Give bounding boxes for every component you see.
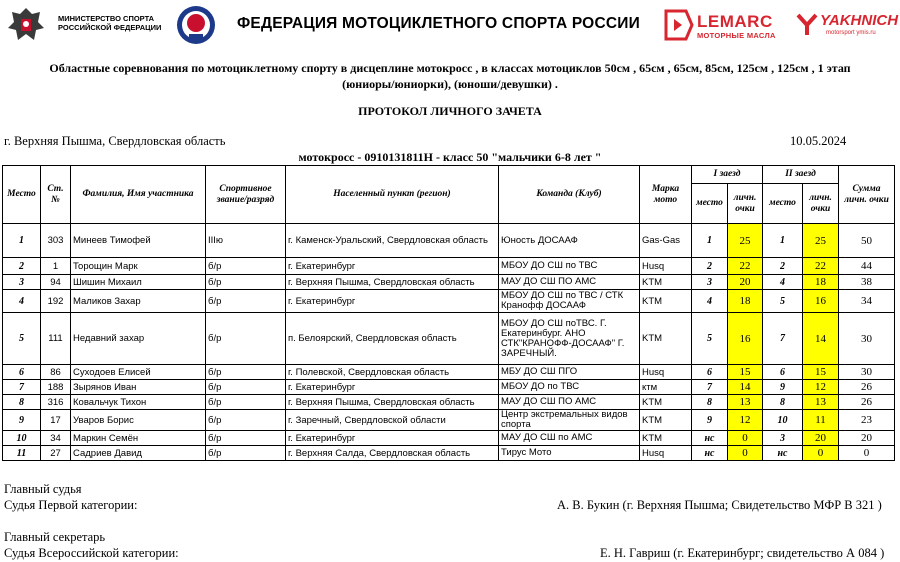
yakhnich-logo-icon — [796, 11, 818, 37]
row-name: Шишин Михаил — [71, 275, 206, 290]
row-total: 26 — [839, 395, 895, 410]
row-team: МБОУ ДО СШ поТВС. Г. Екатеринбург. АНО СТК"КРАНОФФ-ДОСААФ" Г. ЗАРЕЧНЫЙ. — [499, 313, 640, 365]
col-city: Населенный пункт (регион) — [286, 166, 499, 224]
row-race2-pos: 8 — [763, 395, 803, 410]
row-race2-pos: 5 — [763, 290, 803, 313]
mfr-logo-icon — [176, 4, 216, 46]
row-total: 26 — [839, 380, 895, 395]
row-bike: KTM — [640, 275, 692, 290]
col-race1-points: личн. очки — [728, 184, 763, 224]
row-race1-pos: нс — [692, 446, 728, 461]
row-place: 7 — [3, 380, 41, 395]
row-rank: б/р — [206, 275, 286, 290]
row-start-no: 192 — [41, 290, 71, 313]
row-race2-pos: 1 — [763, 224, 803, 258]
row-team: МАУ ДО СШ по АМС — [499, 431, 640, 446]
row-race1-points: 12 — [728, 410, 763, 431]
event-location: г. Верхняя Пышма, Свердловская область — [4, 134, 226, 148]
row-team: МАУ ДО СШ ПО АМС — [499, 395, 640, 410]
row-city: г. Екатеринбург — [286, 431, 499, 446]
row-city: г. Екатеринбург — [286, 380, 499, 395]
row-start-no: 17 — [41, 410, 71, 431]
row-rank: б/р — [206, 446, 286, 461]
row-race2-points: 14 — [803, 313, 839, 365]
col-race1: I заезд — [692, 166, 763, 184]
table-row — [3, 380, 895, 395]
row-race1-pos: 9 — [692, 410, 728, 431]
table-row — [3, 258, 895, 275]
judge-name: А. В. Букин (г. Верхняя Пышма; Свидетельство МФР В 321 ) — [557, 498, 882, 512]
class-line: мотокросс - 0910131811Н - класс 50 "мальчики 6-8 лет " — [298, 150, 602, 164]
row-race2-pos: 4 — [763, 275, 803, 290]
results-table — [2, 165, 895, 461]
row-team: Центр экстремальных видов спорта — [499, 410, 640, 431]
row-race1-pos: 5 — [692, 313, 728, 365]
row-name: Уваров Борис — [71, 410, 206, 431]
row-start-no: 188 — [41, 380, 71, 395]
row-rank: IIIю — [206, 224, 286, 258]
row-race2-points: 20 — [803, 431, 839, 446]
row-start-no: 111 — [41, 313, 71, 365]
row-total: 50 — [839, 224, 895, 258]
col-name: Фамилия, Имя участника — [71, 166, 206, 224]
row-race2-pos: нс — [763, 446, 803, 461]
ministry-emblem-icon — [6, 4, 46, 46]
row-start-no: 316 — [41, 395, 71, 410]
row-rank: б/р — [206, 365, 286, 380]
row-rank: б/р — [206, 395, 286, 410]
row-place: 4 — [3, 290, 41, 313]
row-total: 20 — [839, 431, 895, 446]
judge-title: Главный судья — [4, 482, 82, 496]
event-title-line1: Областные соревнования по мотоциклетному спорту в дисцеплине мотокросс , в классах мотоциклов 50см , 65см , 65см, 85см, 125см , 125см , 1 этап — [49, 61, 851, 75]
yakhnich-brand: YAKHNICH — [820, 12, 899, 29]
row-bike: KTM — [640, 395, 692, 410]
row-team: МБОУ ДО СШ по ТВС — [499, 258, 640, 275]
row-race2-points: 18 — [803, 275, 839, 290]
col-place: Место — [3, 166, 41, 224]
row-city: г. Верхняя Салда, Свердловская область — [286, 446, 499, 461]
event-title — [0, 60, 900, 92]
row-race2-points: 0 — [803, 446, 839, 461]
row-place: 2 — [3, 258, 41, 275]
col-bike: Марка мото — [640, 166, 692, 224]
col-race2-pos: место — [763, 184, 803, 224]
row-team: Тирус Мото — [499, 446, 640, 461]
row-city: п. Белоярский, Свердловская область — [286, 313, 499, 365]
col-race1-pos: место — [692, 184, 728, 224]
table-row — [3, 365, 895, 380]
event-date: 10.05.2024 — [790, 134, 847, 148]
row-race1-points: 18 — [728, 290, 763, 313]
table-row — [3, 395, 895, 410]
row-name: Ковальчук Тихон — [71, 395, 206, 410]
row-team: МАУ ДО СШ ПО АМС — [499, 275, 640, 290]
row-name: Суходоев Елисей — [71, 365, 206, 380]
row-race1-points: 22 — [728, 258, 763, 275]
row-race2-points: 22 — [803, 258, 839, 275]
yakhnich-tagline: motorsport ymis.ru — [826, 30, 876, 36]
row-place: 8 — [3, 395, 41, 410]
row-race1-pos: 8 — [692, 395, 728, 410]
row-race1-pos: 3 — [692, 275, 728, 290]
row-race1-pos: 2 — [692, 258, 728, 275]
row-name: Торощин Марк — [71, 258, 206, 275]
row-race2-points: 12 — [803, 380, 839, 395]
row-name: Недавний захар — [71, 313, 206, 365]
row-race2-pos: 3 — [763, 431, 803, 446]
row-rank: б/р — [206, 290, 286, 313]
table-row — [3, 446, 895, 461]
row-race2-pos: 2 — [763, 258, 803, 275]
lemarc-tagline: МОТОРНЫЕ МАСЛА — [697, 31, 776, 40]
row-race1-points: 25 — [728, 224, 763, 258]
row-race1-pos: нс — [692, 431, 728, 446]
table-row — [3, 224, 895, 258]
row-city: г. Верхняя Пышма, Свердловская область — [286, 275, 499, 290]
row-city: г. Полевской, Свердловская область — [286, 365, 499, 380]
row-name: Зырянов Иван — [71, 380, 206, 395]
row-race2-pos: 6 — [763, 365, 803, 380]
row-race1-pos: 6 — [692, 365, 728, 380]
row-rank: б/р — [206, 410, 286, 431]
secretary-title: Главный секретарь — [4, 530, 106, 544]
row-race2-points: 25 — [803, 224, 839, 258]
row-race1-points: 20 — [728, 275, 763, 290]
col-team: Команда (Клуб) — [499, 166, 640, 224]
lemarc-brand: LEMARC — [697, 12, 773, 31]
row-race2-points: 15 — [803, 365, 839, 380]
row-place: 9 — [3, 410, 41, 431]
row-city: г. Каменск-Уральский, Свердловская область — [286, 224, 499, 258]
row-bike: Gas-Gas — [640, 224, 692, 258]
row-place: 5 — [3, 313, 41, 365]
row-place: 3 — [3, 275, 41, 290]
row-bike: KTM — [640, 313, 692, 365]
row-race2-points: 16 — [803, 290, 839, 313]
row-bike: Husq — [640, 365, 692, 380]
row-name: Садриев Давид — [71, 446, 206, 461]
row-race2-points: 11 — [803, 410, 839, 431]
row-race1-points: 0 — [728, 446, 763, 461]
row-race1-points: 13 — [728, 395, 763, 410]
row-total: 30 — [839, 313, 895, 365]
row-city: г. Верхняя Пышма, Свердловская область — [286, 395, 499, 410]
row-city: г. Заречный, Свердловской области — [286, 410, 499, 431]
col-total: Сумма личн. очки — [839, 166, 895, 224]
row-city: г. Екатеринбург — [286, 258, 499, 275]
row-race1-pos: 1 — [692, 224, 728, 258]
row-race2-points: 13 — [803, 395, 839, 410]
row-name: Маркин Семён — [71, 431, 206, 446]
row-race1-points: 16 — [728, 313, 763, 365]
col-rank: Спортивное звание/разряд — [206, 166, 286, 224]
row-team: Юность ДОСААФ — [499, 224, 640, 258]
row-bike: Husq — [640, 446, 692, 461]
page-header — [0, 0, 900, 52]
lemarc-logo-icon — [664, 9, 694, 41]
row-place: 6 — [3, 365, 41, 380]
judge-category: Судья Первой категории: — [4, 498, 138, 512]
row-total: 23 — [839, 410, 895, 431]
row-race2-pos: 9 — [763, 380, 803, 395]
event-title-line2: (юниоры/юниорки), (юноши/девушки) . — [342, 77, 558, 91]
protocol-title: ПРОТОКОЛ ЛИЧНОГО ЗАЧЕТА — [358, 104, 542, 118]
row-place: 10 — [3, 431, 41, 446]
table-row — [3, 431, 895, 446]
row-total: 34 — [839, 290, 895, 313]
col-race2: II заезд — [763, 166, 839, 184]
secretary-category: Судья Всероссийской категории: — [4, 546, 179, 560]
col-race2-points: личн. очки — [803, 184, 839, 224]
row-place: 1 — [3, 224, 41, 258]
row-team: МБОУ ДО СШ по ТВС / СТК Кранофф ДОСААФ — [499, 290, 640, 313]
row-start-no: 34 — [41, 431, 71, 446]
row-start-no: 303 — [41, 224, 71, 258]
row-total: 30 — [839, 365, 895, 380]
row-team: МБОУ ДО по ТВС — [499, 380, 640, 395]
row-bike: Husq — [640, 258, 692, 275]
row-name: Минеев Тимофей — [71, 224, 206, 258]
row-race2-pos: 7 — [763, 313, 803, 365]
row-bike: KTM — [640, 410, 692, 431]
row-race1-pos: 4 — [692, 290, 728, 313]
row-bike: KTM — [640, 290, 692, 313]
row-city: г. Екатеринбург — [286, 290, 499, 313]
row-name: Маликов Захар — [71, 290, 206, 313]
ministry-name: МИНИСТЕРСТВО СПОРТА РОССИЙСКОЙ ФЕДЕРАЦИИ — [58, 14, 162, 32]
row-bike: KTM — [640, 431, 692, 446]
row-start-no: 27 — [41, 446, 71, 461]
row-race1-points: 14 — [728, 380, 763, 395]
row-rank: б/р — [206, 380, 286, 395]
table-row — [3, 275, 895, 290]
row-race1-pos: 7 — [692, 380, 728, 395]
row-rank: б/р — [206, 431, 286, 446]
row-race1-points: 0 — [728, 431, 763, 446]
row-total: 38 — [839, 275, 895, 290]
row-start-no: 94 — [41, 275, 71, 290]
row-total: 0 — [839, 446, 895, 461]
table-row — [3, 290, 895, 313]
col-start-no: Ст. № — [41, 166, 71, 224]
row-race1-points: 15 — [728, 365, 763, 380]
row-start-no: 1 — [41, 258, 71, 275]
table-row — [3, 410, 895, 431]
row-rank: б/р — [206, 313, 286, 365]
table-row — [3, 313, 895, 365]
row-place: 11 — [3, 446, 41, 461]
row-bike: ктм — [640, 380, 692, 395]
row-total: 44 — [839, 258, 895, 275]
row-start-no: 86 — [41, 365, 71, 380]
row-rank: б/р — [206, 258, 286, 275]
row-team: МБУ ДО СШ ПГО — [499, 365, 640, 380]
secretary-name: Е. Н. Гавриш (г. Екатеринбург; свидетельство А 084 ) — [600, 546, 885, 560]
federation-title: ФЕДЕРАЦИЯ МОТОЦИКЛЕТНОГО СПОРТА РОССИИ — [237, 15, 640, 32]
row-race2-pos: 10 — [763, 410, 803, 431]
